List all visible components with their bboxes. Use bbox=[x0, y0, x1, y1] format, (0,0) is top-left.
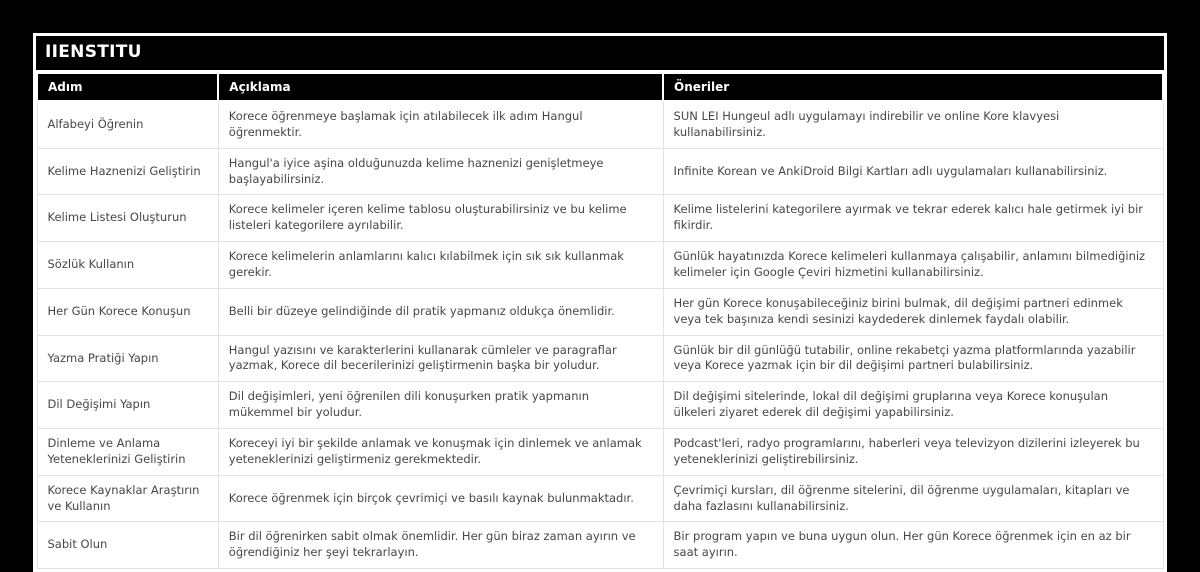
description-cell: Dil değişimleri, yeni öğrenilen dili konuşurken pratik yapmanın mükemmel bir yoludur. bbox=[218, 382, 663, 429]
step-cell: Korece Kaynaklar Araştırın ve Kullanın bbox=[37, 475, 218, 522]
table-row bbox=[37, 382, 1163, 429]
description-cell: Korece öğrenmek için birçok çevrimiçi ve basılı kaynak bulunmaktadır. bbox=[218, 475, 663, 522]
suggestion-cell: Günlük hayatınızda Korece kelimeleri kullanmaya çalışabilir, anlamını bilmediğiniz kelimeler için Google Çeviri hizmetini kullanabilirsiniz. bbox=[663, 242, 1163, 289]
description-cell: Hangul yazısını ve karakterlerini kullanarak cümleler ve paragraflar yazmak, Korece dil becerilerinizi geliştirmenin başka bir yoludur. bbox=[218, 335, 663, 382]
step-cell: Kelime Listesi Oluşturun bbox=[37, 195, 218, 242]
table-row bbox=[37, 288, 1163, 335]
suggestion-cell: Podcast'leri, radyo programlarını, haberleri veya televizyon dizilerini izleyerek bu yeteneklerinizi geliştirebilirsiniz. bbox=[663, 429, 1163, 476]
table-row bbox=[37, 429, 1163, 476]
table-row bbox=[37, 148, 1163, 195]
step-cell: Dil Değişimi Yapın bbox=[37, 382, 218, 429]
step-cell: Dinleme ve Anlama Yeteneklerinizi Geliştirin bbox=[37, 429, 218, 476]
step-cell: Alfabeyi Öğrenin bbox=[37, 101, 218, 148]
table-row bbox=[37, 242, 1163, 289]
suggestion-cell: Çevrimiçi kursları, dil öğrenme sitelerini, dil öğrenme uygulamaları, kitapları ve daha fazlasını kullanabilirsiniz. bbox=[663, 475, 1163, 522]
step-cell: Her Gün Korece Konuşun bbox=[37, 288, 218, 335]
description-cell: Bir dil öğrenirken sabit olmak önemlidir. Her gün biraz zaman ayırın ve öğrendiğiniz her şeyi tekrarlayın. bbox=[218, 522, 663, 569]
description-cell: Hangul'a iyice aşina olduğunuzda kelime haznenizi genişletmeye başlayabilirsiniz. bbox=[218, 148, 663, 195]
table-row bbox=[37, 335, 1163, 382]
description-cell: Belli bir düzeye gelindiğinde dil pratik yapmanız oldukça önemlidir. bbox=[218, 288, 663, 335]
table-row bbox=[37, 475, 1163, 522]
step-cell: Kelime Haznenizi Geliştirin bbox=[37, 148, 218, 195]
suggestion-cell: Kelime listelerini kategorilere ayırmak ve tekrar ederek kalıcı hale getirmek iyi bir fikirdir. bbox=[663, 195, 1163, 242]
korean-learning-steps-table bbox=[36, 72, 1164, 569]
suggestion-cell: Bir program yapın ve buna uygun olun. Her gün Korece öğrenmek için en az bir saat ayırın. bbox=[663, 522, 1163, 569]
table-header-row bbox=[37, 73, 1163, 101]
suggestion-cell: SUN LEI Hungeul adlı uygulamayı indirebilir ve online Kore klavyesi kullanabilirsiniz. bbox=[663, 101, 1163, 148]
table-row bbox=[37, 195, 1163, 242]
step-cell: Yazma Pratiği Yapın bbox=[37, 335, 218, 382]
step-cell: Sözlük Kullanın bbox=[37, 242, 218, 289]
description-cell: Koreceyi iyi bir şekilde anlamak ve konuşmak için dinlemek ve anlamak yeteneklerinizi geliştirmeniz gerekmektedir. bbox=[218, 429, 663, 476]
step-cell: Sabit Olun bbox=[37, 522, 218, 569]
suggestion-cell: Günlük bir dil günlüğü tutabilir, online rekabetçi yazma platformlarında yazabilir veya Korece yazmak için bir dil değişimi partneri bulabilirsiniz. bbox=[663, 335, 1163, 382]
column-header-description: Açıklama bbox=[218, 73, 663, 101]
column-header-suggestions: Öneriler bbox=[663, 73, 1163, 101]
description-cell: Korece öğrenmeye başlamak için atılabilecek ilk adım Hangul öğrenmektir. bbox=[218, 101, 663, 148]
description-cell: Korece kelimeler içeren kelime tablosu oluşturabilirsiniz ve bu kelime listeleri kategorilere ayrılabilir. bbox=[218, 195, 663, 242]
table-row bbox=[37, 101, 1163, 148]
column-header-step: Adım bbox=[37, 73, 218, 101]
page-title: IIENSTITU bbox=[36, 36, 1164, 70]
suggestion-cell: Her gün Korece konuşabileceğiniz birini bulmak, dil değişimi partneri edinmek veya tek başınıza kendi sesinizi kaydederek dinlemek faydalı olabilir. bbox=[663, 288, 1163, 335]
suggestion-cell: Dil değişimi sitelerinde, lokal dil değişimi gruplarına veya Korece konuşulan ülkeleri ziyaret ederek dil değişimi yapabilirsiniz. bbox=[663, 382, 1163, 429]
description-cell: Korece kelimelerin anlamlarını kalıcı kılabilmek için sık sık kullanmak gerekir. bbox=[218, 242, 663, 289]
content-card bbox=[33, 33, 1167, 572]
table-row bbox=[37, 522, 1163, 569]
suggestion-cell: Infinite Korean ve AnkiDroid Bilgi Kartları adlı uygulamaları kullanabilirsiniz. bbox=[663, 148, 1163, 195]
